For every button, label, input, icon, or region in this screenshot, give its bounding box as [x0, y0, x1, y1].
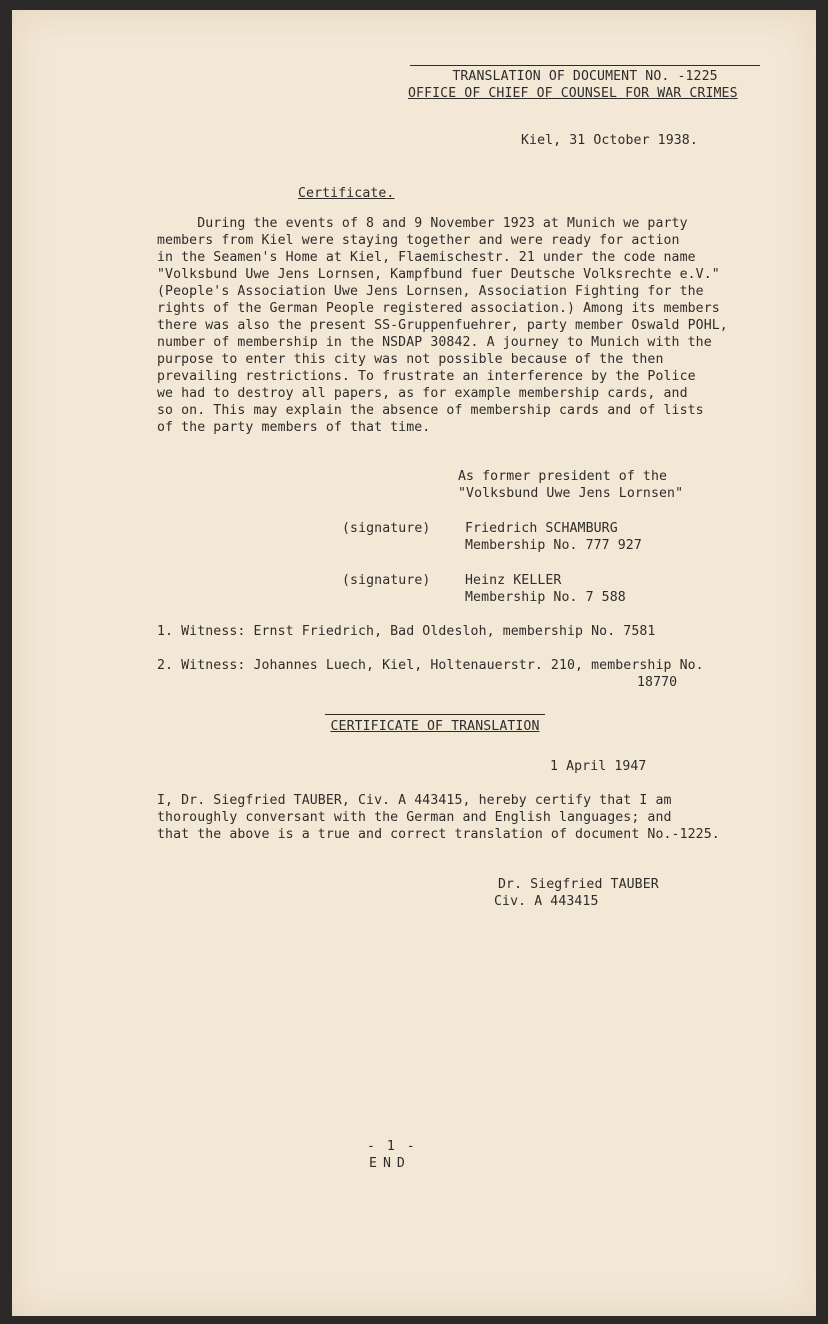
signatory-membership: Membership No. 777 927 — [465, 538, 642, 553]
certificate-body — [157, 215, 728, 436]
body-line: (People's Association Uwe Jens Lornsen, Association Fighting for the — [157, 284, 704, 299]
translation-line: I, Dr. Siegfried TAUBER, Civ. A 443415, hereby certify that I am — [157, 793, 672, 808]
translation-line: that the above is a true and correct translation of document No.-1225. — [157, 827, 720, 842]
body-line: of the party members of that time. — [157, 420, 431, 435]
page-number: - 1 - — [367, 1139, 417, 1154]
body-line: in the Seamen's Home at Kiel, Flaemischestr. 21 under the code name — [157, 250, 696, 265]
witness-1: 1. Witness: Ernst Friedrich, Bad Oldesloh, membership No. 7581 — [157, 624, 656, 639]
body-line: number of membership in the NSDAP 30842. A journey to Munich with the — [157, 335, 712, 350]
translator-civ-number: Civ. A 443415 — [494, 894, 599, 909]
signatory-block — [465, 572, 626, 606]
certificate-title: Certificate. — [298, 186, 395, 201]
body-line: so on. This may explain the absence of membership cards and of lists — [157, 403, 704, 418]
body-line: During the events of 8 and 9 November 1923 at Munich we party — [157, 216, 688, 231]
witness-2: 2. Witness: Johannes Luech, Kiel, Holtenauerstr. 210, membership No. — [157, 658, 704, 673]
document-page — [12, 10, 816, 1316]
signatory-block — [465, 520, 642, 554]
signature-label: (signature) — [342, 573, 431, 588]
signatory-membership: Membership No. 7 588 — [465, 590, 626, 605]
body-line: rights of the German People registered association.) Among its members — [157, 301, 720, 316]
translation-certificate-title: CERTIFICATE OF TRANSLATION — [325, 714, 545, 735]
president-line: "Volksbund Uwe Jens Lornsen" — [458, 486, 684, 501]
translation-line: thoroughly conversant with the German and English languages; and — [157, 810, 672, 825]
translator-name: Dr. Siegfried TAUBER — [498, 877, 659, 892]
body-line: we had to destroy all papers, as for example membership cards, and — [157, 386, 688, 401]
signature-label: (signature) — [342, 521, 431, 536]
body-line: purpose to enter this city was not possible because of the then — [157, 352, 664, 367]
end-marker: END — [369, 1156, 411, 1171]
body-line: "Volksbund Uwe Jens Lornsen, Kampfbund fuer Deutsche Volksrechte e.V." — [157, 267, 720, 282]
witness-2-membership-number: 18770 — [637, 675, 678, 690]
body-line: members from Kiel were staying together and were ready for action — [157, 233, 680, 248]
signatory-name: Friedrich SCHAMBURG — [465, 521, 618, 536]
president-block — [458, 468, 683, 502]
translation-certificate-body — [157, 792, 720, 843]
signatory-name: Heinz KELLER — [465, 573, 562, 588]
document-date: Kiel, 31 October 1938. — [521, 133, 698, 148]
header-translation-line: TRANSLATION OF DOCUMENT NO. -1225 — [410, 65, 760, 85]
body-line: there was also the present SS-Gruppenfuehrer, party member Oswald POHL, — [157, 318, 728, 333]
president-line: As former president of the — [458, 469, 668, 484]
header-office-line: OFFICE OF CHIEF OF COUNSEL FOR WAR CRIMES — [408, 86, 738, 101]
body-line: prevailing restrictions. To frustrate an interference by the Police — [157, 369, 696, 384]
translation-date: 1 April 1947 — [550, 759, 647, 774]
